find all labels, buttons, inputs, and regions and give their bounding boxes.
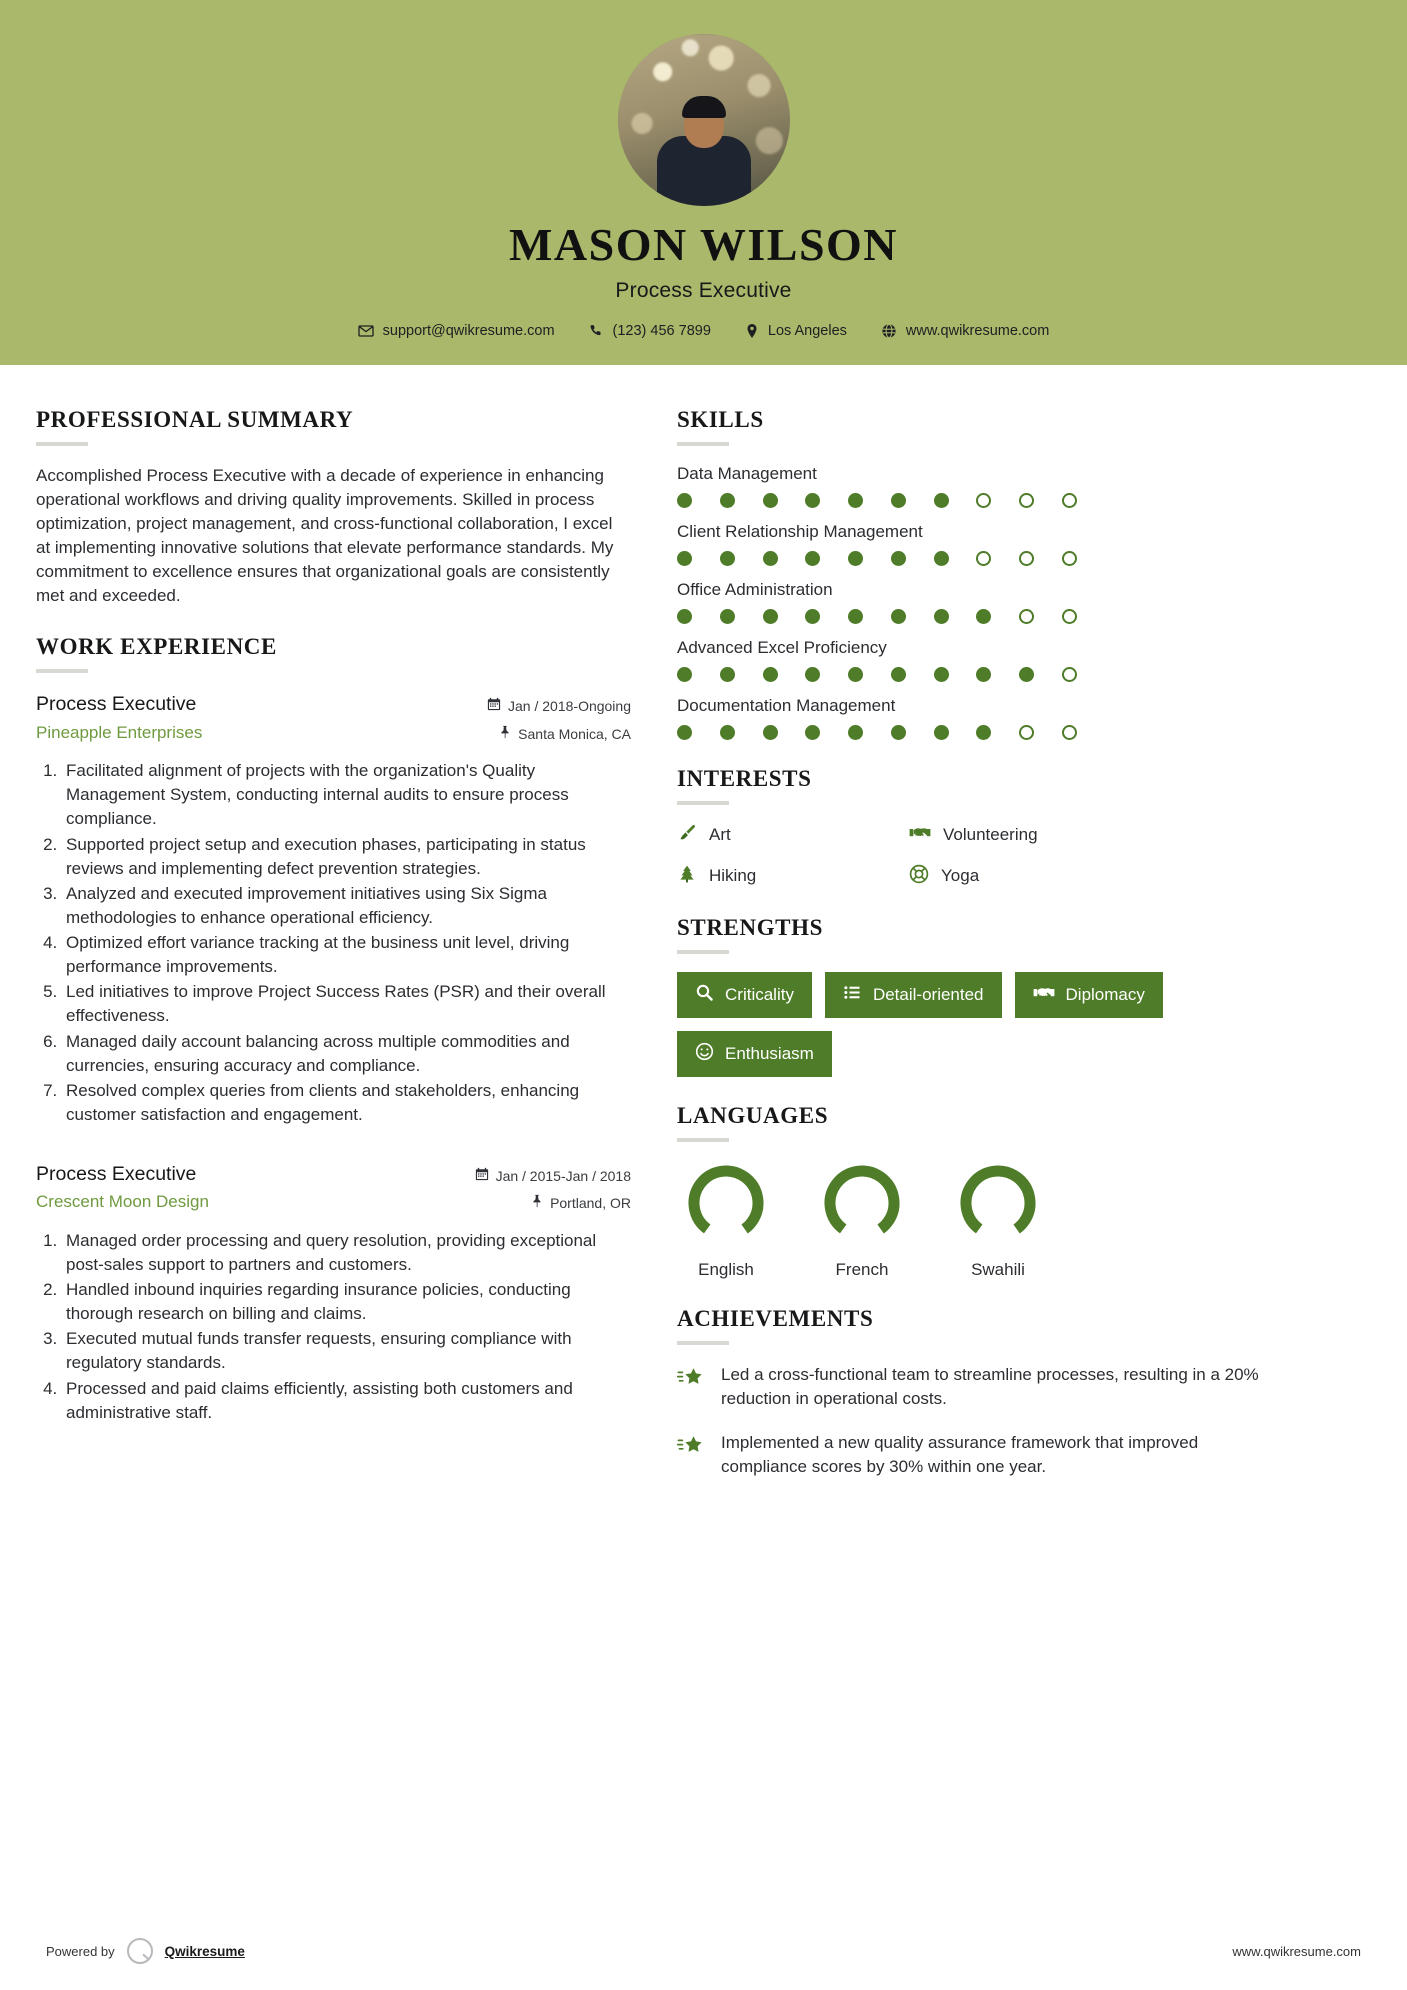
job-location-row [487,723,631,745]
skill-name: Office Administration [677,579,833,599]
job-bullet: 1. Facilitated alignment of projects with the organization's Quality Management System, conducting internal audits to ensure process compliance. [62,759,631,831]
section-divider [677,801,729,805]
skill-level-dot [720,667,735,682]
job-bullet: 1. Managed order processing and query resolution, providing exceptional post-sales support to partners and customers. [62,1229,631,1277]
contact-phone-text: (123) 456 7899 [612,322,711,339]
section-heading: STRENGTHS [677,914,824,940]
calendar-icon [475,1165,489,1187]
language-item [953,1160,1043,1280]
job-bullet: 4. Optimized effort variance tracking at the business unit level, driving performance improvements. [62,931,631,979]
footer-powered-by-label: Powered by [46,1943,115,1959]
skill-level-dot [720,493,735,508]
language-progress-ring [819,1160,905,1246]
job-bullet: 4. Processed and paid claims efficiently, assisting both customers and administrative staff. [62,1377,631,1425]
skill-level-dot [848,493,863,508]
interest-label: Yoga [941,866,980,886]
section-divider [677,442,729,446]
skill-level-dot [1019,609,1034,624]
language-name: French [835,1259,889,1279]
interest-label: Art [709,825,731,845]
skill-level-dot [1062,667,1077,682]
contact-website[interactable] [864,323,1066,339]
job-location: Portland, OR [550,1195,631,1212]
lifebuoy-icon [909,864,929,889]
footer-url[interactable]: www.qwikresume.com [1232,1943,1361,1959]
section-heading: ACHIEVEMENTS [677,1305,874,1331]
skill-name: Advanced Excel Proficiency [677,637,887,657]
skill-level-dot [805,551,820,566]
language-progress-ring [683,1160,769,1246]
section-skills [677,407,1277,740]
skill-level-dot [1062,551,1077,566]
achievement-item [677,1431,1277,1479]
job-bullet: 3. Analyzed and executed improvement initiatives using Six Sigma methodologies to enhance operational efficiency. [62,882,631,930]
tree-icon [677,864,697,889]
interest-label: Volunteering [943,825,1038,845]
job-title: Process Executive [36,693,197,716]
skill-level-dot [1019,551,1034,566]
section-divider [36,669,88,673]
skill-level-dot [720,725,735,740]
job-identity [36,1161,209,1214]
skill-level-dot [763,493,778,508]
section-work-experience [36,634,631,1424]
job-title: Process Executive [36,1163,197,1185]
skill-rating [677,609,1077,624]
skill-rating [677,667,1077,682]
contact-row [0,323,1407,339]
section-divider [36,442,88,446]
language-item [681,1160,771,1280]
job-bullet-list [36,759,631,1127]
section-divider [677,950,729,954]
skill-level-dot [934,493,949,508]
job-dates-row [475,1165,631,1187]
avatar-person [656,92,752,206]
skill-level-dot [763,725,778,740]
resume-header [0,0,1407,365]
interest-item [909,823,1277,848]
globe-icon [881,323,897,339]
phone-icon [589,323,604,338]
job-entry [36,691,631,1127]
shooting-star-icon [677,1431,705,1463]
job-bullet: 2. Supported project setup and execution phases, participating in status reviews and implementing defect prevention strategies. [62,833,631,881]
left-column [36,407,631,1451]
paintbrush-icon [677,823,697,848]
skill-level-dot [1019,725,1034,740]
skill-level-dot [891,609,906,624]
skill-level-dot [763,551,778,566]
language-list [677,1160,1277,1280]
skill-level-dot [677,667,692,682]
strength-badge [677,972,812,1019]
resume-body [0,365,1407,1506]
skill-level-dot [891,551,906,566]
envelope-icon [358,323,374,339]
skill-name: Client Relationship Management [677,521,923,541]
achievement-list [677,1363,1277,1480]
job-header [36,691,631,745]
job-header [36,1161,631,1215]
strength-label: Diplomacy [1065,984,1145,1004]
skill-level-dot [934,551,949,566]
job-location-row [475,1192,631,1214]
pushpin-icon [499,723,511,745]
skill-level-dot [763,667,778,682]
section-heading: WORK EXPERIENCE [36,634,277,660]
page-title: MASON WILSON [508,219,899,270]
job-entry [36,1161,631,1425]
job-bullet: 6. Managed daily account balancing across multiple commodities and currencies, ensuring accuracy and compliance. [62,1030,631,1078]
calendar-icon [487,695,501,717]
language-progress-ring [955,1160,1041,1246]
job-bullet: 2. Handled inbound inquiries regarding insurance policies, conducting thorough research on billing and claims. [62,1278,631,1326]
skill-level-dot [848,725,863,740]
job-bullet-list [36,1229,631,1425]
skill-level-dot [891,493,906,508]
section-interests [677,766,1277,889]
skill-level-dot [976,667,991,682]
handshake-icon [1033,983,1055,1008]
list-icon [843,983,862,1007]
skill-level-dot [848,609,863,624]
shooting-star-icon [677,1363,705,1395]
section-heading: INTERESTS [677,765,812,791]
skill-level-dot [934,725,949,740]
skill-level-dot [805,609,820,624]
section-heading: SKILLS [677,406,764,432]
job-company: Pineapple Enterprises [36,722,203,742]
pushpin-icon [531,1192,543,1214]
skill-level-dot [677,551,692,566]
footer [0,1938,1407,1964]
skill-level-dot [805,493,820,508]
contact-email-text: support@qwikresume.com [382,322,555,339]
skill-item [677,580,1277,624]
strength-badge [677,1031,832,1077]
search-icon [695,983,714,1007]
smiley-icon [695,1042,714,1066]
strength-list [677,972,1277,1077]
strength-badge [1015,972,1163,1019]
skill-item [677,464,1277,508]
section-strengths [677,915,1277,1077]
interest-item [677,823,909,848]
skill-level-dot [1019,667,1034,682]
avatar [618,34,790,206]
job-dates-row [487,695,631,717]
qwikresume-logo-icon [127,1938,153,1964]
language-item [817,1160,907,1280]
language-name: Swahili [971,1259,1025,1279]
skill-level-dot [763,609,778,624]
skill-list [677,464,1277,740]
skill-rating [677,551,1077,566]
skill-level-dot [976,609,991,624]
skill-level-dot [1062,609,1077,624]
skill-level-dot [976,493,991,508]
job-bullet: 3. Executed mutual funds transfer requests, ensuring compliance with regulatory standards. [62,1327,631,1375]
language-name: English [698,1259,754,1279]
map-pin-icon [745,323,759,339]
skill-name: Documentation Management [677,695,896,715]
footer-brand-link[interactable]: Qwikresume [164,1943,245,1959]
interest-item [909,864,1277,889]
achievement-item [677,1363,1277,1411]
job-dates: Jan / 2015-Jan / 2018 [495,1168,631,1184]
contact-phone[interactable] [572,323,728,339]
skill-level-dot [934,609,949,624]
achievement-text: Implemented a new quality assurance framework that improved compliance scores by 30% within one year. [721,1433,1199,1477]
section-heading: PROFESSIONAL SUMMARY [36,406,354,432]
contact-location[interactable] [728,323,864,339]
interest-list [677,823,1277,889]
job-meta [475,1161,631,1215]
skill-level-dot [848,667,863,682]
interest-label: Hiking [709,866,757,886]
job-meta [487,691,631,745]
job-identity [36,691,202,744]
skill-level-dot [805,667,820,682]
skill-level-dot [805,725,820,740]
skill-level-dot [891,667,906,682]
skill-item [677,638,1277,682]
section-heading: LANGUAGES [677,1102,829,1128]
skill-rating [677,725,1077,740]
strength-label: Detail-oriented [872,984,984,1004]
job-bullet: 7. Resolved complex queries from clients and stakeholders, enhancing customer satisfaction and engagement. [62,1079,631,1127]
achievement-text: Led a cross-functional team to streamline processes, resulting in a 20% reduction in operational costs. [721,1364,1259,1409]
skill-rating [677,493,1077,508]
right-column [677,407,1277,1506]
skill-level-dot [934,667,949,682]
section-divider [677,1341,729,1345]
job-location: Santa Monica, CA [518,725,631,742]
skill-level-dot [1062,493,1077,508]
interest-item [677,864,909,889]
footer-branding [46,1938,245,1964]
skill-level-dot [976,725,991,740]
strength-label: Enthusiasm [725,1043,814,1063]
section-professional-summary [36,407,631,609]
skill-level-dot [677,725,692,740]
handshake-icon [909,823,931,848]
skill-level-dot [677,493,692,508]
job-bullet: 5. Led initiatives to improve Project Success Rates (PSR) and their overall effectiveness. [62,980,631,1028]
contact-website-text: www.qwikresume.com [905,322,1050,339]
skill-level-dot [720,551,735,566]
job-dates: Jan / 2018-Ongoing [508,698,631,715]
skill-level-dot [848,551,863,566]
skill-item [677,522,1277,566]
skill-level-dot [891,725,906,740]
strength-label: Criticality [725,984,794,1004]
section-divider [677,1138,729,1142]
skill-level-dot [976,551,991,566]
skill-level-dot [677,609,692,624]
job-role-subtitle: Process Executive [615,278,792,302]
skill-level-dot [1062,725,1077,740]
skill-name: Data Management [677,463,817,483]
contact-location-text: Los Angeles [767,322,847,339]
job-list [36,691,631,1424]
contact-email[interactable] [341,323,572,339]
strength-badge [825,972,1002,1019]
skill-level-dot [1019,493,1034,508]
skill-item [677,696,1277,740]
skill-level-dot [720,609,735,624]
summary-text: Accomplished Process Executive with a decade of experience in enhancing operational workflows and driving quality improvements. Skilled in process optimization, project management, and cross-functional collaboration, I excel at implementing innovative solutions that elevate performance standards. My commitment to excellence ensures that organizational goals are consistently met and exceeded. [36,465,614,606]
section-languages [677,1103,1277,1280]
job-company: Crescent Moon Design [36,1192,209,1212]
section-achievements [677,1306,1277,1480]
